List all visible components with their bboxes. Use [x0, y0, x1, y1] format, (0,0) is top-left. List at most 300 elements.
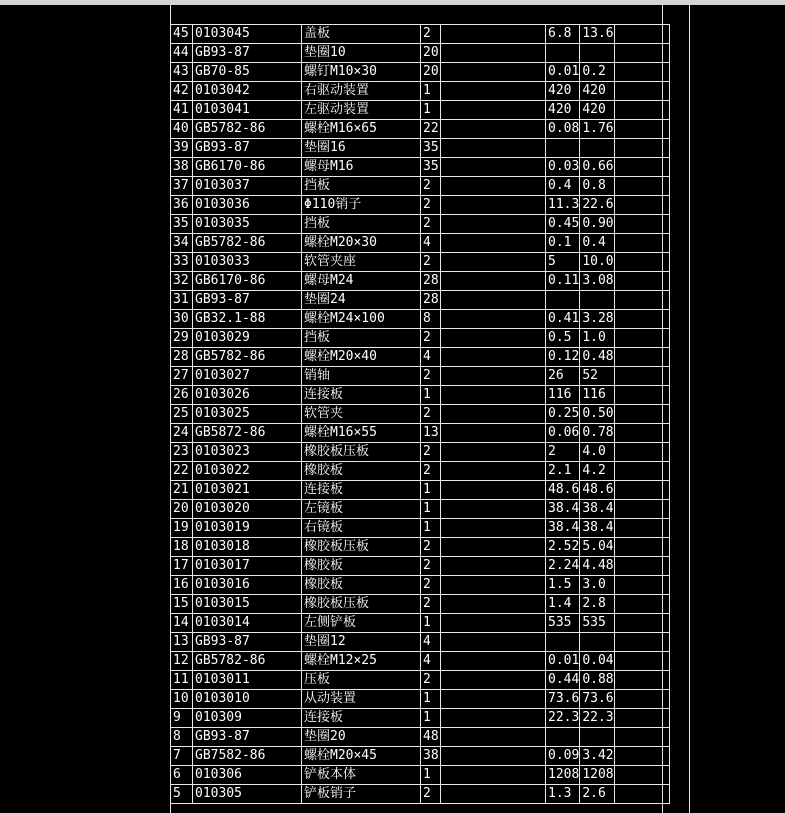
cell-quantity: 2: [421, 595, 441, 614]
cell-material: [441, 120, 546, 139]
cell-item-no: 24: [171, 424, 193, 443]
cell-item-no: 33: [171, 253, 193, 272]
cell-part-name: 连接板: [302, 481, 421, 500]
cell-material: [441, 766, 546, 785]
table-row: [171, 424, 670, 443]
table-row: [171, 139, 670, 158]
cell-quantity: 4: [421, 633, 441, 652]
cell-part-code: 0103037: [193, 177, 302, 196]
cell-part-code: GB5782-86: [193, 120, 302, 139]
cell-total-weight: 0.66: [580, 158, 614, 177]
cell-part-name: 螺栓M20×30: [302, 234, 421, 253]
cell-total-weight: 420: [580, 82, 614, 101]
cell-part-name: 右驱动装置: [302, 82, 421, 101]
cell-material: [441, 101, 546, 120]
cell-part-code: GB93-87: [193, 291, 302, 310]
cell-part-code: 0103017: [193, 557, 302, 576]
cell-total-weight: [580, 728, 614, 747]
cell-unit-weight: 0.09: [546, 747, 580, 766]
cell-part-name: 软管夹座: [302, 253, 421, 272]
table-row: [171, 671, 670, 690]
cell-unit-weight: 2.1: [546, 462, 580, 481]
cell-total-weight: 0.90: [580, 215, 614, 234]
table-row: [171, 348, 670, 367]
cell-material: [441, 633, 546, 652]
cell-part-name: 压板: [302, 671, 421, 690]
cell-part-code: GB93-87: [193, 139, 302, 158]
cell-item-no: 23: [171, 443, 193, 462]
cell-quantity: 2: [421, 462, 441, 481]
cell-remark: [614, 500, 669, 519]
cell-quantity: 1: [421, 386, 441, 405]
cell-part-name: 右镜板: [302, 519, 421, 538]
cell-material: [441, 196, 546, 215]
cell-part-code: GB7582-86: [193, 747, 302, 766]
cell-unit-weight: 0.11: [546, 272, 580, 291]
cell-part-code: 0103042: [193, 82, 302, 101]
cell-part-code: 0103041: [193, 101, 302, 120]
cell-total-weight: 0.88: [580, 671, 614, 690]
cell-part-code: 0103036: [193, 196, 302, 215]
cell-material: [441, 576, 546, 595]
cell-unit-weight: 535: [546, 614, 580, 633]
cell-part-name: 左侧铲板: [302, 614, 421, 633]
cell-quantity: 2: [421, 215, 441, 234]
cell-total-weight: 3.28: [580, 310, 614, 329]
cell-total-weight: 13.6: [580, 25, 614, 44]
cell-remark: [614, 272, 669, 291]
cell-total-weight: 5.04: [580, 538, 614, 557]
cell-part-name: 橡胶板: [302, 557, 421, 576]
cell-part-code: GB5782-86: [193, 652, 302, 671]
cell-item-no: 22: [171, 462, 193, 481]
cell-quantity: 1: [421, 766, 441, 785]
table-row: [171, 82, 670, 101]
cell-item-no: 8: [171, 728, 193, 747]
cell-remark: [614, 690, 669, 709]
table-row: [171, 462, 670, 481]
cell-quantity: 48: [421, 728, 441, 747]
cell-part-code: 0103010: [193, 690, 302, 709]
cell-material: [441, 652, 546, 671]
cell-unit-weight: 0.1: [546, 234, 580, 253]
cell-unit-weight: 0.12: [546, 348, 580, 367]
cell-material: [441, 747, 546, 766]
cell-part-name: 连接板: [302, 709, 421, 728]
cell-material: [441, 557, 546, 576]
cell-item-no: 28: [171, 348, 193, 367]
cell-unit-weight: 420: [546, 101, 580, 120]
cell-part-code: 0103033: [193, 253, 302, 272]
cell-part-name: 左镜板: [302, 500, 421, 519]
table-row: [171, 386, 670, 405]
cell-item-no: 25: [171, 405, 193, 424]
cell-total-weight: 0.78: [580, 424, 614, 443]
cell-total-weight: [580, 291, 614, 310]
cell-total-weight: 2.8: [580, 595, 614, 614]
cell-item-no: 19: [171, 519, 193, 538]
cell-quantity: 35: [421, 139, 441, 158]
cell-item-no: 31: [171, 291, 193, 310]
cell-remark: [614, 25, 669, 44]
cell-quantity: 1: [421, 500, 441, 519]
cell-unit-weight: 0.41: [546, 310, 580, 329]
cell-unit-weight: 420: [546, 82, 580, 101]
cell-unit-weight: 0.44: [546, 671, 580, 690]
cell-item-no: 36: [171, 196, 193, 215]
cell-item-no: 12: [171, 652, 193, 671]
cell-part-name: 橡胶板: [302, 576, 421, 595]
cell-unit-weight: 0.01: [546, 652, 580, 671]
table-row: [171, 101, 670, 120]
table-row: [171, 44, 670, 63]
cell-part-code: 0103022: [193, 462, 302, 481]
table-row: [171, 557, 670, 576]
cell-remark: [614, 215, 669, 234]
cell-unit-weight: [546, 44, 580, 63]
cell-quantity: 1: [421, 614, 441, 633]
cell-part-code: 0103019: [193, 519, 302, 538]
cell-part-name: 垫圈16: [302, 139, 421, 158]
cell-item-no: 20: [171, 500, 193, 519]
cell-item-no: 15: [171, 595, 193, 614]
cell-item-no: 29: [171, 329, 193, 348]
cell-item-no: 43: [171, 63, 193, 82]
cell-part-code: 0103016: [193, 576, 302, 595]
cell-remark: [614, 652, 669, 671]
cell-item-no: 18: [171, 538, 193, 557]
cell-part-code: 010305: [193, 785, 302, 804]
cell-material: [441, 25, 546, 44]
cell-remark: [614, 291, 669, 310]
cell-remark: [614, 310, 669, 329]
cell-material: [441, 690, 546, 709]
cell-part-code: 0103026: [193, 386, 302, 405]
cell-remark: [614, 424, 669, 443]
cell-material: [441, 671, 546, 690]
cell-material: [441, 329, 546, 348]
cell-quantity: 2: [421, 253, 441, 272]
cell-remark: [614, 728, 669, 747]
cell-total-weight: 3.08: [580, 272, 614, 291]
cell-unit-weight: 48.6: [546, 481, 580, 500]
table-row: [171, 728, 670, 747]
cell-total-weight: 0.4: [580, 234, 614, 253]
cell-unit-weight: 0.06: [546, 424, 580, 443]
cell-remark: [614, 595, 669, 614]
cell-part-code: GB5782-86: [193, 234, 302, 253]
cell-unit-weight: 6.8: [546, 25, 580, 44]
cell-quantity: 2: [421, 671, 441, 690]
cell-total-weight: 22.3: [580, 709, 614, 728]
cell-remark: [614, 709, 669, 728]
cell-total-weight: 10.0: [580, 253, 614, 272]
table-row: [171, 500, 670, 519]
cell-part-name: 螺栓M24×100: [302, 310, 421, 329]
cell-remark: [614, 766, 669, 785]
cell-quantity: 22: [421, 120, 441, 139]
cell-remark: [614, 443, 669, 462]
cell-material: [441, 424, 546, 443]
cell-total-weight: 3.42: [580, 747, 614, 766]
table-row: [171, 519, 670, 538]
cell-remark: [614, 519, 669, 538]
table-row: [171, 766, 670, 785]
cell-unit-weight: 0.01: [546, 63, 580, 82]
cell-part-code: GB93-87: [193, 44, 302, 63]
table-row: [171, 405, 670, 424]
cell-remark: [614, 329, 669, 348]
cell-material: [441, 291, 546, 310]
cell-total-weight: 0.8: [580, 177, 614, 196]
cell-unit-weight: 0.25: [546, 405, 580, 424]
cell-total-weight: 0.50: [580, 405, 614, 424]
table-row: [171, 310, 670, 329]
table-row: [171, 709, 670, 728]
cell-quantity: 2: [421, 443, 441, 462]
cell-quantity: 4: [421, 652, 441, 671]
cell-unit-weight: 11.3: [546, 196, 580, 215]
cell-remark: [614, 462, 669, 481]
table-row: [171, 196, 670, 215]
cell-remark: [614, 633, 669, 652]
cell-part-name: 软管夹: [302, 405, 421, 424]
cell-unit-weight: 26: [546, 367, 580, 386]
cell-quantity: 1: [421, 519, 441, 538]
cell-unit-weight: 1.3: [546, 785, 580, 804]
parts-list-table: [170, 24, 670, 804]
cell-item-no: 7: [171, 747, 193, 766]
table-row: [171, 272, 670, 291]
cell-total-weight: 535: [580, 614, 614, 633]
cell-item-no: 21: [171, 481, 193, 500]
cell-remark: [614, 614, 669, 633]
cell-quantity: 20: [421, 44, 441, 63]
table-row: [171, 576, 670, 595]
parts-list-body: [171, 25, 670, 804]
cell-total-weight: 73.6: [580, 690, 614, 709]
cell-item-no: 17: [171, 557, 193, 576]
cell-part-name: 挡板: [302, 177, 421, 196]
cell-part-code: 0103018: [193, 538, 302, 557]
cell-total-weight: [580, 139, 614, 158]
cell-quantity: 20: [421, 63, 441, 82]
cell-material: [441, 253, 546, 272]
cell-item-no: 37: [171, 177, 193, 196]
cell-item-no: 32: [171, 272, 193, 291]
cell-part-code: 0103021: [193, 481, 302, 500]
cell-material: [441, 272, 546, 291]
cell-unit-weight: 0.5: [546, 329, 580, 348]
cell-part-name: 橡胶板压板: [302, 443, 421, 462]
cell-quantity: 13: [421, 424, 441, 443]
cell-remark: [614, 747, 669, 766]
cell-quantity: 2: [421, 576, 441, 595]
cell-part-name: 橡胶板: [302, 462, 421, 481]
cell-unit-weight: [546, 291, 580, 310]
table-row: [171, 538, 670, 557]
cell-total-weight: 3.0: [580, 576, 614, 595]
cell-material: [441, 158, 546, 177]
table-row: [171, 652, 670, 671]
cell-part-name: 销轴: [302, 367, 421, 386]
cell-unit-weight: 38.4: [546, 519, 580, 538]
cell-unit-weight: 1.5: [546, 576, 580, 595]
table-row: [171, 25, 670, 44]
cell-part-code: 0103027: [193, 367, 302, 386]
cell-remark: [614, 348, 669, 367]
cell-part-name: 挡板: [302, 329, 421, 348]
cell-total-weight: 52: [580, 367, 614, 386]
cell-remark: [614, 82, 669, 101]
table-row: [171, 291, 670, 310]
cell-remark: [614, 101, 669, 120]
cell-part-code: 0103015: [193, 595, 302, 614]
cell-quantity: 2: [421, 196, 441, 215]
cell-material: [441, 614, 546, 633]
cell-material: [441, 462, 546, 481]
table-row: [171, 329, 670, 348]
cell-quantity: 4: [421, 234, 441, 253]
cell-item-no: 16: [171, 576, 193, 595]
cell-part-name: 螺栓M20×45: [302, 747, 421, 766]
cell-total-weight: [580, 633, 614, 652]
cell-quantity: 8: [421, 310, 441, 329]
cell-material: [441, 481, 546, 500]
cell-part-code: 0103011: [193, 671, 302, 690]
cell-remark: [614, 405, 669, 424]
cell-total-weight: 4.2: [580, 462, 614, 481]
cell-part-code: GB5782-86: [193, 348, 302, 367]
cell-unit-weight: 0.03: [546, 158, 580, 177]
cell-total-weight: 1208: [580, 766, 614, 785]
cell-part-name: 螺母M24: [302, 272, 421, 291]
cell-quantity: 1: [421, 82, 441, 101]
table-row: [171, 633, 670, 652]
cell-part-name: 橡胶板压板: [302, 595, 421, 614]
cell-total-weight: 0.04: [580, 652, 614, 671]
cell-quantity: 2: [421, 405, 441, 424]
cell-material: [441, 443, 546, 462]
cell-item-no: 13: [171, 633, 193, 652]
table-row: [171, 481, 670, 500]
cell-remark: [614, 44, 669, 63]
cell-item-no: 39: [171, 139, 193, 158]
cell-material: [441, 519, 546, 538]
cell-unit-weight: [546, 728, 580, 747]
cell-remark: [614, 785, 669, 804]
cell-item-no: 5: [171, 785, 193, 804]
cell-unit-weight: 2.24: [546, 557, 580, 576]
cell-total-weight: 116: [580, 386, 614, 405]
cell-total-weight: 4.0: [580, 443, 614, 462]
cell-item-no: 27: [171, 367, 193, 386]
cell-part-name: 铲板销子: [302, 785, 421, 804]
cell-unit-weight: [546, 633, 580, 652]
cell-quantity: 1: [421, 690, 441, 709]
cell-material: [441, 500, 546, 519]
cell-part-name: 垫圈12: [302, 633, 421, 652]
table-row: [171, 215, 670, 234]
cell-material: [441, 709, 546, 728]
cell-item-no: 44: [171, 44, 193, 63]
cell-total-weight: 4.48: [580, 557, 614, 576]
cell-material: [441, 82, 546, 101]
cell-total-weight: 1.76: [580, 120, 614, 139]
cell-remark: [614, 196, 669, 215]
cell-part-name: 垫圈24: [302, 291, 421, 310]
cell-total-weight: 38.4: [580, 500, 614, 519]
cell-unit-weight: 1208: [546, 766, 580, 785]
window-top-strip: [0, 0, 785, 5]
cell-unit-weight: 0.08: [546, 120, 580, 139]
cell-part-name: 橡胶板压板: [302, 538, 421, 557]
cell-quantity: 28: [421, 291, 441, 310]
cell-item-no: 6: [171, 766, 193, 785]
cell-quantity: 4: [421, 348, 441, 367]
cell-remark: [614, 576, 669, 595]
cell-part-name: 螺栓M12×25: [302, 652, 421, 671]
cell-part-name: 铲板本体: [302, 766, 421, 785]
cell-material: [441, 348, 546, 367]
cell-part-code: 0103029: [193, 329, 302, 348]
cell-part-name: 垫圈20: [302, 728, 421, 747]
cell-unit-weight: 116: [546, 386, 580, 405]
cell-material: [441, 139, 546, 158]
cell-remark: [614, 120, 669, 139]
cell-material: [441, 215, 546, 234]
cell-remark: [614, 63, 669, 82]
cell-total-weight: 1.0: [580, 329, 614, 348]
cell-remark: [614, 367, 669, 386]
cell-quantity: 28: [421, 272, 441, 291]
cell-part-code: 0103045: [193, 25, 302, 44]
cell-total-weight: [580, 44, 614, 63]
cell-material: [441, 177, 546, 196]
cell-item-no: 9: [171, 709, 193, 728]
cell-material: [441, 234, 546, 253]
cell-material: [441, 310, 546, 329]
cell-remark: [614, 177, 669, 196]
cell-remark: [614, 139, 669, 158]
cell-total-weight: 48.6: [580, 481, 614, 500]
cell-item-no: 26: [171, 386, 193, 405]
cell-material: [441, 595, 546, 614]
cell-quantity: 2: [421, 785, 441, 804]
cell-item-no: 34: [171, 234, 193, 253]
cell-item-no: 41: [171, 101, 193, 120]
table-row: [171, 120, 670, 139]
cell-remark: [614, 158, 669, 177]
cell-total-weight: 38.4: [580, 519, 614, 538]
cell-unit-weight: 22.3: [546, 709, 580, 728]
table-row: [171, 747, 670, 766]
cell-part-name: 螺栓M16×65: [302, 120, 421, 139]
cell-part-code: GB32.1-88: [193, 310, 302, 329]
cell-quantity: 2: [421, 367, 441, 386]
table-row: [171, 158, 670, 177]
cell-material: [441, 405, 546, 424]
cell-remark: [614, 671, 669, 690]
cell-part-code: GB70-85: [193, 63, 302, 82]
cell-total-weight: 420: [580, 101, 614, 120]
cell-item-no: 42: [171, 82, 193, 101]
cell-quantity: 1: [421, 101, 441, 120]
table-row: [171, 690, 670, 709]
cell-unit-weight: 2: [546, 443, 580, 462]
cell-part-name: 挡板: [302, 215, 421, 234]
table-row: [171, 177, 670, 196]
